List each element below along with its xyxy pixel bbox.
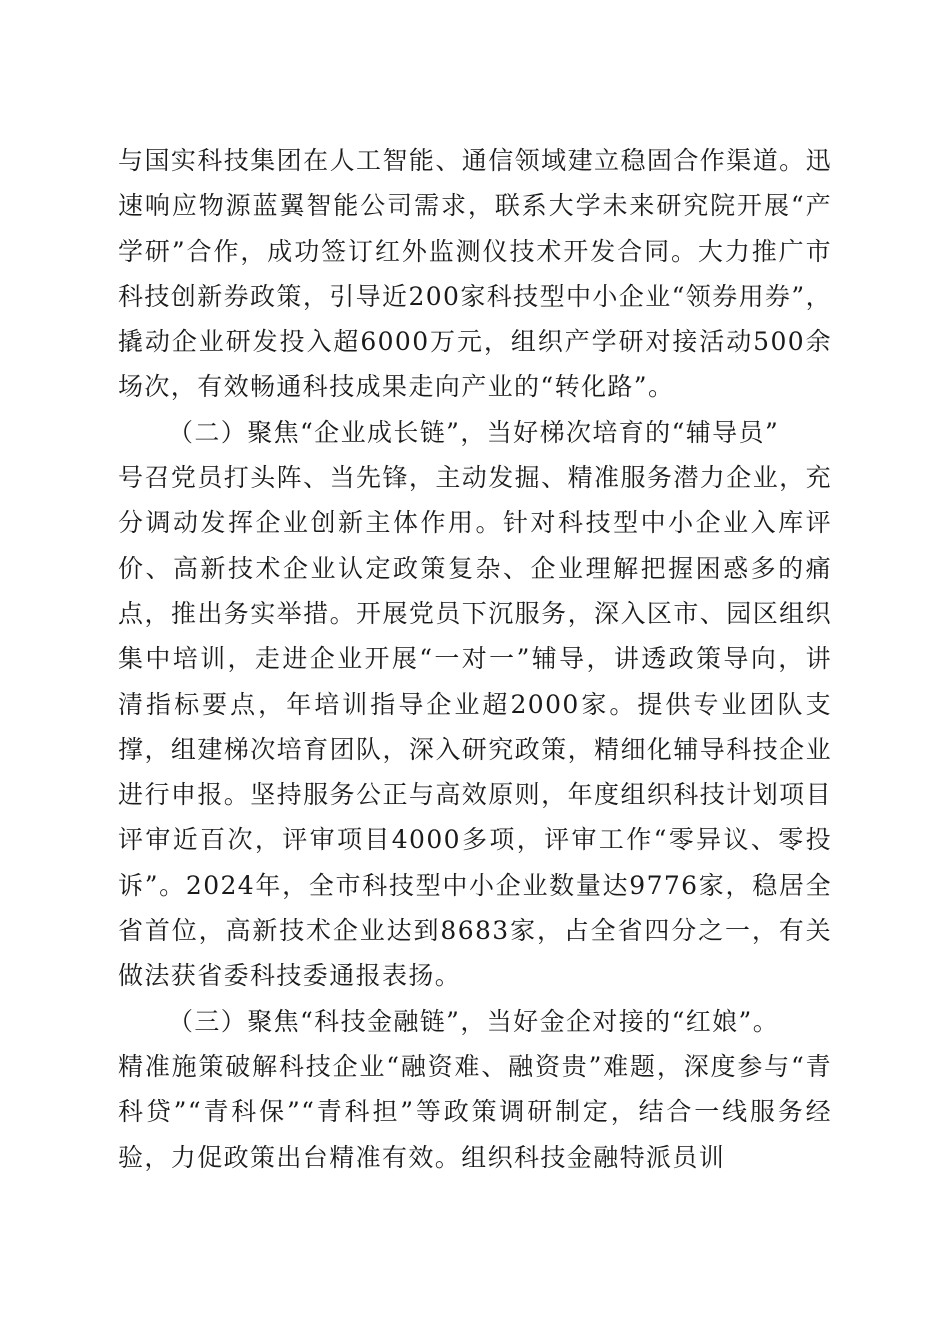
document-body — [118, 138, 832, 1180]
paragraph-tech-cooperation: 与国实科技集团在人工智能、通信领域建立稳固合作渠道。迅速响应物源蓝翼智能公司需求，联系大学未来研究院开展“产学研”合作，成功签订红外监测仪技术开发合同。大力推广市科技创新券政策，引导近200家科技型中小企业“领券用券”，撬动企业研发投入超6000万元，组织产学研对接活动500余场次，有效畅通科技成果走向产业的“转化路”。 — [118, 146, 832, 402]
section-heading-enterprise-growth: （二）聚焦“企业成长链”，当好梯次培育的“辅导员” — [168, 417, 780, 447]
section-heading-tech-finance: （三）聚焦“科技金融链”，当好金企对接的“红娘”。 — [168, 1006, 780, 1036]
paragraph-enterprise-growth: 号召党员打头阵、当先锋，主动发掘、精准服务潜力企业，充分调动发挥企业创新主体作用。针对科技型中小企业入库评价、高新技术企业认定政策复杂、企业理解把握困惑多的痛点，推出务实举措。开展党员下沉服务，深入区市、园区组织集中培训，走进企业开展“一对一”辅导，讲透政策导向，讲清指标要点，年培训指导企业超2000家。提供专业团队支撑，组建梯次培育团队，深入研究政策，精细化辅导科技企业进行申报。坚持服务公正与高效原则，年度组织科技计划项目评审近百次，评审项目4000多项，评审工作“零异议、零投诉”。2024年，全市科技型中小企业数量达9776家，稳居全省首位，高新技术企业达到8683家，占全省四分之一，有关做法获省委科技委通报表扬。 — [118, 463, 832, 991]
paragraph-tech-finance: 精准施策破解科技企业“融资难、融资贵”难题，深度参与“青科贷”“青科保”“青科担”等政策调研制定，结合一线服务经验，力促政策出台精准有效。组织科技金融特派员训 — [118, 1051, 832, 1172]
